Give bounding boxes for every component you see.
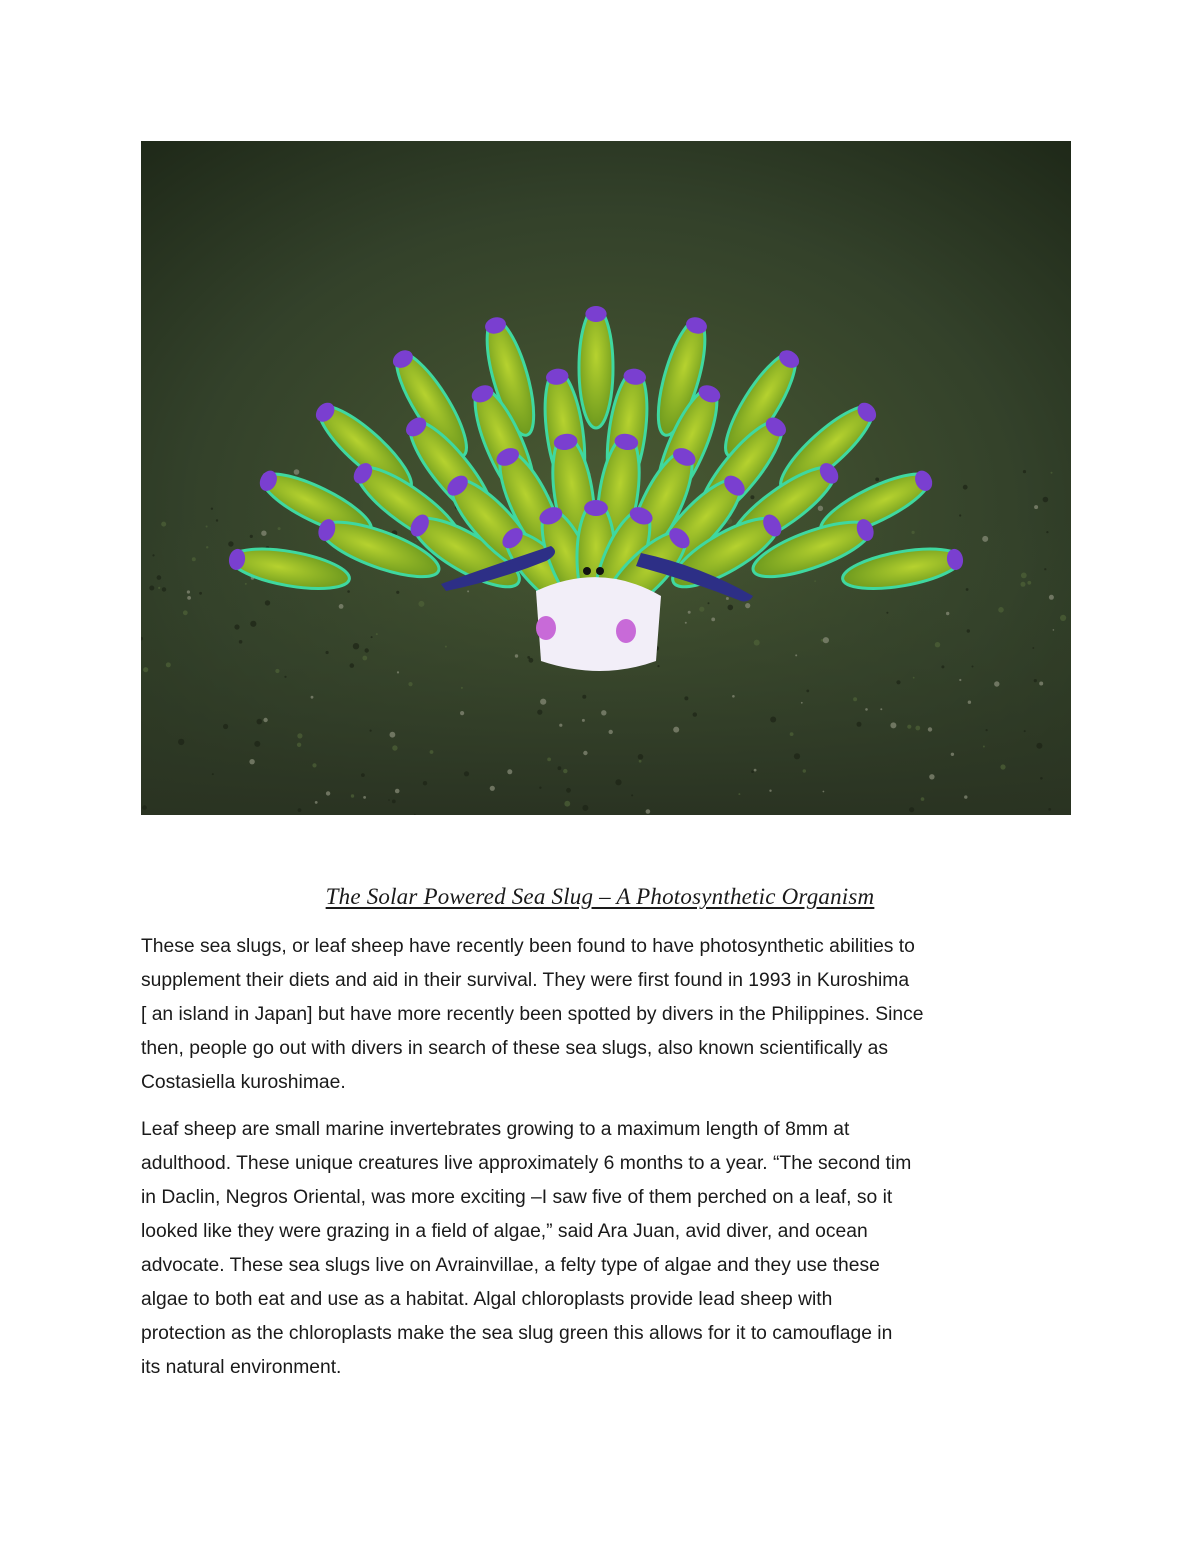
sea-slug-photo	[141, 141, 1071, 815]
sand-speckle	[370, 730, 372, 732]
sand-speckle	[1027, 581, 1031, 585]
text-line: protection as the chloroplasts make the sea slug green this allows for it to camouflage in	[141, 1323, 893, 1344]
sand-speckle	[857, 722, 862, 727]
sand-speckle	[732, 695, 735, 698]
sand-speckle	[187, 590, 190, 593]
sand-speckle	[915, 726, 920, 731]
sand-speckle	[183, 610, 188, 615]
sand-speckle	[751, 770, 754, 773]
sand-speckle	[754, 640, 760, 646]
text-line: looked like they were grazing in a field of algae,” said Ara Juan, avid diver, and ocean	[141, 1221, 868, 1242]
sand-speckle	[1023, 470, 1026, 473]
sand-speckle	[875, 478, 879, 482]
sand-speckle	[461, 687, 463, 689]
text-line: These sea slugs, or leaf sheep have recently been found to have photosynthetic abilities to	[141, 936, 915, 957]
sand-speckle	[639, 760, 642, 763]
sand-speckle	[982, 536, 988, 542]
text-line: algae to both eat and use as a habitat. Algal chloroplasts provide lead sheep with	[141, 1289, 833, 1310]
sand-speckle	[408, 682, 412, 686]
sand-speckle	[223, 724, 228, 729]
sand-speckle	[1051, 472, 1053, 474]
sand-speckle	[880, 708, 882, 710]
sand-speckle	[265, 600, 270, 605]
sand-speckle	[1036, 743, 1042, 749]
sand-speckle	[615, 779, 621, 785]
sand-speckle	[312, 763, 316, 767]
sand-speckle	[211, 508, 213, 510]
document-body	[141, 930, 1071, 1398]
sand-speckle	[216, 519, 218, 521]
sand-speckle	[601, 710, 606, 715]
paragraph-1	[141, 930, 1071, 1100]
sand-speckle	[1046, 531, 1048, 533]
sand-speckle	[326, 791, 330, 795]
sand-speckle	[278, 527, 281, 530]
sand-speckle	[250, 535, 253, 538]
sand-speckle	[823, 637, 829, 643]
sand-speckle	[794, 753, 800, 759]
sand-speckle	[152, 554, 154, 556]
sand-speckle	[311, 696, 314, 699]
sand-speckle	[362, 656, 367, 661]
sand-speckle	[738, 793, 740, 795]
sand-speckle	[559, 724, 562, 727]
sand-speckle	[708, 602, 710, 604]
sand-speckle	[234, 624, 239, 629]
sand-speckle	[1043, 497, 1049, 503]
sand-speckle	[351, 794, 354, 797]
sand-speckle	[795, 654, 797, 656]
sand-speckle	[339, 604, 344, 609]
sand-speckle	[162, 587, 166, 591]
sand-speckle	[959, 514, 961, 516]
sand-speckle	[297, 743, 301, 747]
sand-speckle	[254, 741, 260, 747]
sand-speckle	[801, 702, 803, 704]
sand-speckle	[967, 629, 970, 632]
text-line: Costasiella kuroshimae.	[141, 1072, 346, 1093]
sand-speckle	[1040, 777, 1043, 780]
sand-speckle	[726, 597, 729, 600]
sand-speckle	[972, 666, 974, 668]
sand-speckle	[263, 718, 267, 722]
sand-speckle	[853, 697, 857, 701]
sand-speckle	[907, 725, 911, 729]
sand-speckle	[361, 773, 365, 777]
sand-speckle	[1000, 764, 1005, 769]
sand-speckle	[963, 485, 968, 490]
sand-speckle	[582, 719, 585, 722]
sand-speckle	[239, 640, 243, 644]
sand-speckle	[583, 751, 587, 755]
sand-speckle	[994, 681, 999, 686]
sand-speckle	[284, 676, 286, 678]
sand-speckle	[711, 618, 715, 622]
sand-speckle	[245, 583, 247, 585]
sand-speckle	[966, 588, 969, 591]
sand-speckle	[257, 719, 263, 725]
sand-speckle	[983, 746, 985, 748]
sand-speckle	[790, 732, 794, 736]
sand-speckle	[564, 801, 570, 807]
sand-speckle	[921, 797, 925, 801]
sand-speckle	[547, 758, 551, 762]
sand-speckle	[363, 796, 366, 799]
sand-speckle	[206, 546, 208, 548]
sand-speckle	[1034, 679, 1037, 682]
sand-speckle	[886, 612, 888, 614]
sand-speckle	[390, 732, 396, 738]
sand-speckle	[371, 636, 373, 638]
sand-speckle	[206, 526, 208, 528]
sand-speckle	[365, 648, 369, 652]
sand-speckle	[631, 794, 633, 796]
text-line: in Daclin, Negros Oriental, was more exciting –I saw five of them perched on a leaf, so it	[141, 1187, 893, 1208]
sand-speckle	[395, 789, 400, 794]
sand-speckle	[353, 643, 359, 649]
sand-speckle	[1048, 808, 1051, 811]
sand-speckle	[913, 677, 915, 679]
sand-speckle	[249, 759, 254, 764]
sand-speckle	[986, 729, 988, 731]
sand-speckle	[157, 575, 162, 580]
sand-speckle	[315, 801, 318, 804]
sand-speckle	[539, 787, 541, 789]
sand-speckle	[445, 646, 447, 648]
sand-speckle	[673, 727, 679, 733]
sand-speckle	[415, 541, 417, 543]
sand-speckle	[946, 612, 949, 615]
sand-speckle	[770, 717, 776, 723]
sand-speckle	[297, 733, 302, 738]
sand-speckle	[951, 753, 954, 756]
sand-speckle	[865, 708, 868, 711]
sand-speckle	[430, 750, 434, 754]
sand-speckle	[1039, 682, 1043, 686]
sand-speckle	[968, 701, 971, 704]
text-line: adulthood. These unique creatures live approximately 6 months to a year. “The second tim	[141, 1153, 912, 1174]
sand-speckle	[566, 788, 571, 793]
text-line: then, people go out with divers in search of these sea slugs, also known scientifically as	[141, 1038, 889, 1059]
sand-speckle	[685, 622, 687, 624]
sand-speckle	[1024, 730, 1026, 732]
sand-speckle	[178, 739, 184, 745]
sand-speckle	[326, 651, 329, 654]
sand-speckle	[1044, 568, 1046, 570]
document-title: The Solar Powered Sea Slug – A Photosynthetic Organism	[325, 884, 875, 909]
sand-speckle	[582, 805, 588, 811]
sand-speckle	[909, 807, 914, 812]
sand-speckle	[527, 656, 530, 659]
sand-speckle	[397, 671, 399, 673]
sand-speckle	[699, 607, 704, 612]
sand-speckle	[806, 690, 809, 693]
leaf-sheep-illustration	[141, 141, 1071, 815]
sand-speckle	[929, 774, 934, 779]
sand-speckle	[250, 621, 256, 627]
sand-speckle	[423, 781, 427, 785]
sand-speckle	[928, 727, 932, 731]
sand-speckle	[558, 766, 562, 770]
sand-speckle	[515, 654, 518, 657]
sand-speckle	[563, 769, 567, 773]
sand-speckle	[638, 754, 644, 760]
sand-speckle	[158, 587, 160, 589]
sand-speckle	[754, 769, 757, 772]
sand-speckle	[187, 596, 191, 600]
sand-speckle	[376, 633, 378, 635]
sand-speckle	[490, 786, 495, 791]
sand-speckle	[507, 769, 512, 774]
sand-speckle	[396, 591, 399, 594]
sand-speckle	[912, 531, 915, 534]
sand-speckle	[688, 611, 691, 614]
sand-speckle	[467, 590, 469, 592]
sand-speckle	[149, 586, 154, 591]
sand-speckle	[392, 800, 396, 804]
sand-speckle	[890, 722, 896, 728]
sand-speckle	[1032, 647, 1034, 649]
sand-speckle	[460, 711, 464, 715]
sand-speckle	[192, 557, 196, 561]
sand-speckle	[998, 607, 1004, 613]
sand-speckle	[347, 590, 350, 593]
sand-speckle	[684, 696, 688, 700]
sand-speckle	[1053, 629, 1055, 631]
sand-speckle	[728, 605, 734, 611]
sand-speckle	[769, 790, 771, 792]
sand-speckle	[964, 795, 967, 798]
sand-speckle	[228, 541, 233, 546]
sand-speckle	[161, 522, 166, 527]
sand-speckle	[199, 592, 202, 595]
sand-speckle	[1021, 582, 1026, 587]
sand-speckle	[142, 805, 147, 810]
sand-speckle	[388, 799, 390, 801]
text-line: [ an island in Japan] but have more recently been spotted by divers in the Philippines. Since	[141, 1004, 924, 1025]
sand-speckle	[1049, 595, 1054, 600]
sand-speckle	[646, 809, 651, 814]
sand-speckle	[261, 531, 266, 536]
sand-speckle	[818, 506, 823, 511]
ceras-leaf	[579, 306, 613, 428]
sand-speckle	[143, 667, 148, 672]
sand-speckle	[294, 469, 300, 475]
sand-speckle	[537, 710, 542, 715]
sand-speckle	[1021, 573, 1027, 579]
sand-speckle	[1060, 615, 1066, 621]
sand-speckle	[1034, 505, 1038, 509]
sand-speckle	[609, 730, 613, 734]
text-line: advocate. These sea slugs live on Avrainvillae, a felty type of algae and they use these	[141, 1255, 880, 1276]
text-line: its natural environment.	[141, 1357, 342, 1378]
sand-speckle	[350, 663, 355, 668]
text-line: supplement their diets and aid in their survival. They were first found in 1993 in Kuroshima	[141, 970, 910, 991]
sand-speckle	[212, 773, 214, 775]
sand-speckle	[166, 662, 171, 667]
sand-speckle	[418, 601, 424, 607]
sand-speckle	[941, 665, 944, 668]
text-line: Leaf sheep are small marine invertebrates growing to a maximum length of 8mm at	[141, 1119, 850, 1140]
sand-speckle	[803, 769, 806, 772]
sand-speckle	[935, 642, 940, 647]
sand-speckle	[959, 679, 961, 681]
sand-speckle	[896, 680, 900, 684]
sand-speckle	[823, 791, 825, 793]
sand-speckle	[750, 495, 754, 499]
sand-speckle	[814, 580, 816, 582]
sand-speckle	[745, 603, 750, 608]
sand-speckle	[464, 771, 469, 776]
sand-speckle	[582, 695, 586, 699]
sand-speckle	[693, 712, 697, 716]
paragraph-2	[141, 1113, 1071, 1385]
sand-speckle	[657, 665, 659, 667]
sand-speckle	[275, 669, 279, 673]
sand-speckle	[392, 745, 397, 750]
sand-speckle	[540, 699, 546, 705]
sand-speckle	[298, 808, 302, 812]
